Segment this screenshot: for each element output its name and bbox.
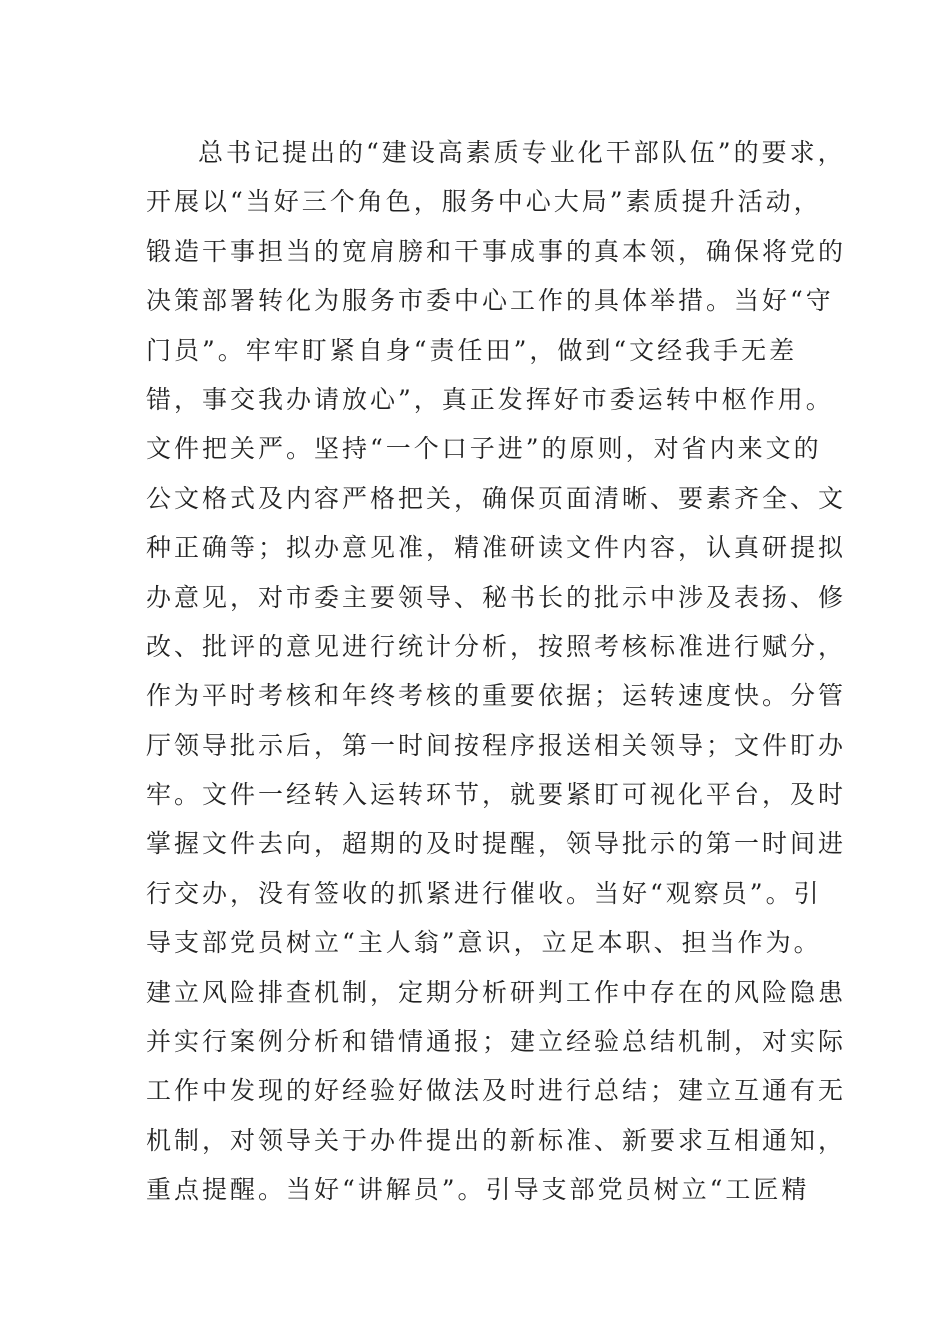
text-line: 作为平时考核和年终考核的重要依据；运转速度快。分管: [146, 681, 847, 711]
body-paragraph: [146, 128, 847, 1215]
text-line: 重点提醒。当好“讲解员”。引导支部党员树立“工匠精: [146, 1175, 810, 1205]
text-line: 厅领导批示后，第一时间按程序报送相关领导；文件盯办: [146, 730, 847, 760]
text-line: 行交办，没有签收的抓紧进行催收。当好“观察员”。引: [146, 878, 822, 908]
text-line: 开展以“当好三个角色，服务中心大局”素质提升活动，: [146, 187, 822, 217]
text-line: 并实行案例分析和错情通报；建立经验总结机制，对实际: [146, 1027, 847, 1057]
text-line: 公文格式及内容严格把关，确保页面清晰、要素齐全、文: [146, 483, 847, 513]
text-line: 种正确等；拟办意见准，精准研读文件内容，认真研提拟: [146, 533, 847, 563]
text-line: 总书记提出的“建设高素质专业化干部队伍”的要求，: [198, 138, 846, 167]
text-line: 掌握文件去向，超期的及时提醒，领导批示的第一时间进: [146, 829, 847, 859]
text-line: 锻造干事担当的宽肩膀和干事成事的真本领，确保将党的: [146, 236, 847, 266]
text-line: 错，事交我办请放心”，真正发挥好市委运转中枢作用。: [146, 384, 834, 414]
text-line: 改、批评的意见进行统计分析，按照考核标准进行赋分，: [146, 631, 847, 661]
text-line: 牢。文件一经转入运转环节，就要紧盯可视化平台，及时: [146, 780, 847, 810]
text-line: 机制，对领导关于办件提出的新标准、新要求互相通知，: [146, 1125, 847, 1155]
text-line: 文件把关严。坚持“一个口子进”的原则，对省内来文的: [146, 434, 822, 464]
text-line: 工作中发现的好经验好做法及时进行总结；建立互通有无: [146, 1076, 847, 1106]
text-line: 建立风险排查机制，定期分析研判工作中存在的风险隐患: [146, 977, 847, 1007]
text-line: 门员”。牢牢盯紧自身“责任田”，做到“文经我手无差: [146, 335, 798, 365]
text-line: 办意见，对市委主要领导、秘书长的批示中涉及表扬、修: [146, 582, 847, 612]
text-line: 决策部署转化为服务市委中心工作的具体举措。当好“守: [146, 286, 834, 316]
text-line: 导支部党员树立“主人翁”意识，立足本职、担当作为。: [146, 928, 822, 958]
